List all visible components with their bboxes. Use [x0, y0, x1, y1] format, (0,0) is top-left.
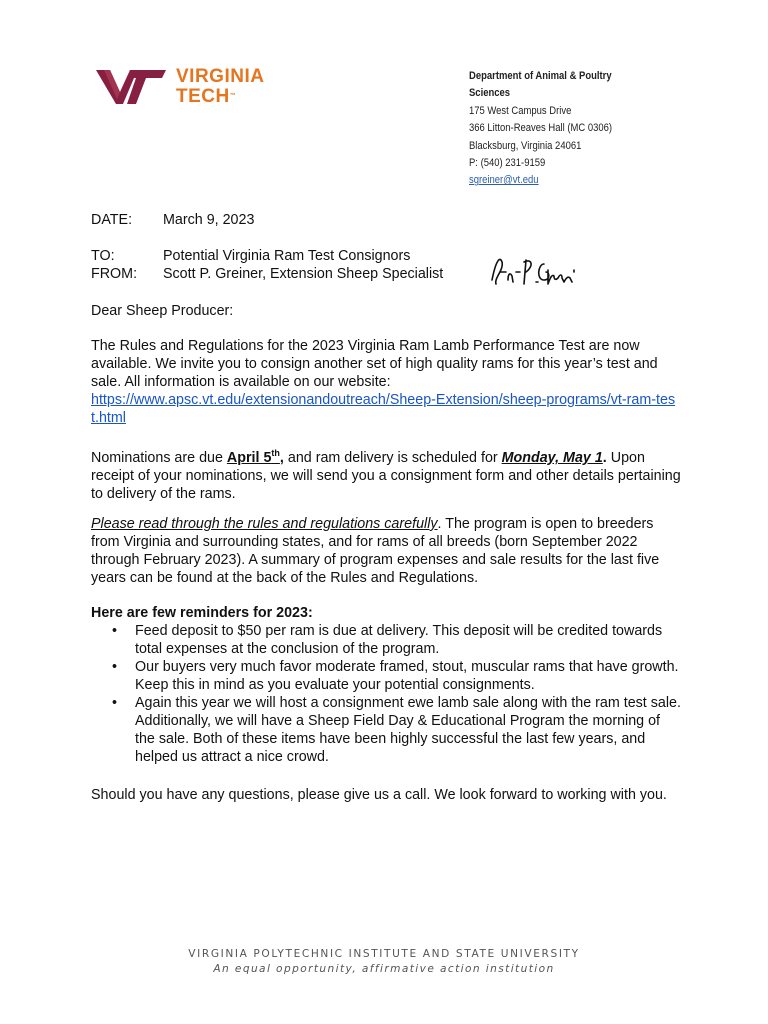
handwritten-signature [486, 250, 578, 290]
from-line [91, 265, 681, 283]
nominations-due-date: April 5 [226, 449, 272, 466]
nominations-date-suffix: th [271, 448, 280, 458]
logo-line-virginia: VIRGINIA [176, 66, 265, 87]
rules-rest: . The program is open to breeders from Virginia and surrounding states, and for rams of all breeds (born September 2022 through February 2023). A summary of program expenses and sale results for the last five years can be found at the back of the Rules and Regulations. [91, 516, 660, 586]
ram-test-website-link[interactable]: https://www.apsc.vt.edu/extensionandoutreach/Sheep-Extension/sheep-programs/vt-ram-test.html [91, 392, 676, 426]
bullet-icon: • [112, 659, 118, 675]
vt-logo-mark [96, 68, 168, 108]
rules-emphasis: Please read through the rules and regulations carefully [91, 516, 438, 532]
nominations-pre: Nominations are due [91, 449, 227, 466]
rules-paragraph [91, 515, 681, 587]
footer-eeo-statement: An equal opportunity, affirmative action institution [213, 963, 555, 975]
nominations-mid: and ram delivery is scheduled for [283, 449, 502, 466]
to-label: TO: [91, 248, 115, 264]
bullet-icon: • [112, 623, 118, 639]
department-address [469, 68, 675, 190]
period: . [602, 449, 607, 466]
closing-paragraph: Should you have any questions, please give us a call. We look forward to working with you. [91, 787, 667, 803]
virginia-tech-logo [96, 64, 296, 112]
delivery-date: Monday, May 1 [501, 449, 603, 466]
from-label: FROM: [91, 266, 138, 282]
from-value: Scott P. Greiner, Extension Sheep Specialist [163, 266, 444, 282]
nominations-paragraph [91, 444, 681, 503]
phone-number: P: (540) 231-9159 [469, 157, 546, 170]
department-name-line1: Department of Animal & Poultry [469, 70, 612, 82]
intro-text-a: The Rules and Regulations for the 2023 Virginia Ram Lamb Performance Test are now available [91, 338, 640, 372]
logo-line-tech: TECH™ [176, 86, 237, 107]
reminders-list [91, 622, 681, 766]
list-item [91, 622, 681, 658]
list-item [91, 694, 681, 766]
list-item [91, 658, 681, 694]
nominations-rest: Upon receipt of your nominations, we will send you a consignment form and other details pertaining to delivery of the rams. [91, 449, 681, 502]
salutation: Dear Sheep Producer: [91, 303, 234, 319]
reminder-text: Again this year we will host a consignment ewe lamb sale along with the ram test sale. Additionally, we will have a Sheep Field Day & Educational Program the morning of the sale. Both of these items have been highly successful the last few years, and helped us attract a nice crowd. [135, 695, 681, 765]
department-name-line2: Sciences [469, 87, 511, 100]
footer [0, 948, 768, 975]
date-line [91, 211, 681, 229]
to-value: Potential Virginia Ram Test Consignors [163, 248, 411, 264]
email-link[interactable]: sgreiner@vt.edu [469, 174, 539, 187]
comma: , [279, 449, 284, 466]
date-value: March 9, 2023 [163, 212, 255, 228]
intro-text-b: . We invite you to consign another set of high quality rams for this year’s test and sale. All information is available on our website: [91, 356, 658, 390]
reminder-text: Feed deposit to $50 per ram is due at delivery. This deposit will be credited towards total expenses at the conclusion of the program. [135, 623, 663, 657]
bullet-icon: • [112, 695, 118, 711]
reminder-text: Our buyers very much favor moderate framed, stout, muscular rams that have growth. Keep this in mind as you evaluate your potential consignments. [135, 659, 679, 693]
footer-university-name: VIRGINIA POLYTECHNIC INSTITUTE AND STATE UNIVERSITY [188, 948, 580, 960]
building-address: 366 Litton-Reaves Hall (MC 0306) [469, 122, 613, 135]
date-label: DATE: [91, 212, 133, 228]
reminders-section [91, 604, 681, 766]
reminders-heading: Here are few reminders for 2023: [91, 605, 313, 621]
intro-paragraph [91, 337, 681, 427]
city-address: Blacksburg, Virginia 24061 [469, 139, 582, 152]
to-line [91, 247, 681, 265]
street-address: 175 West Campus Drive [469, 104, 572, 117]
